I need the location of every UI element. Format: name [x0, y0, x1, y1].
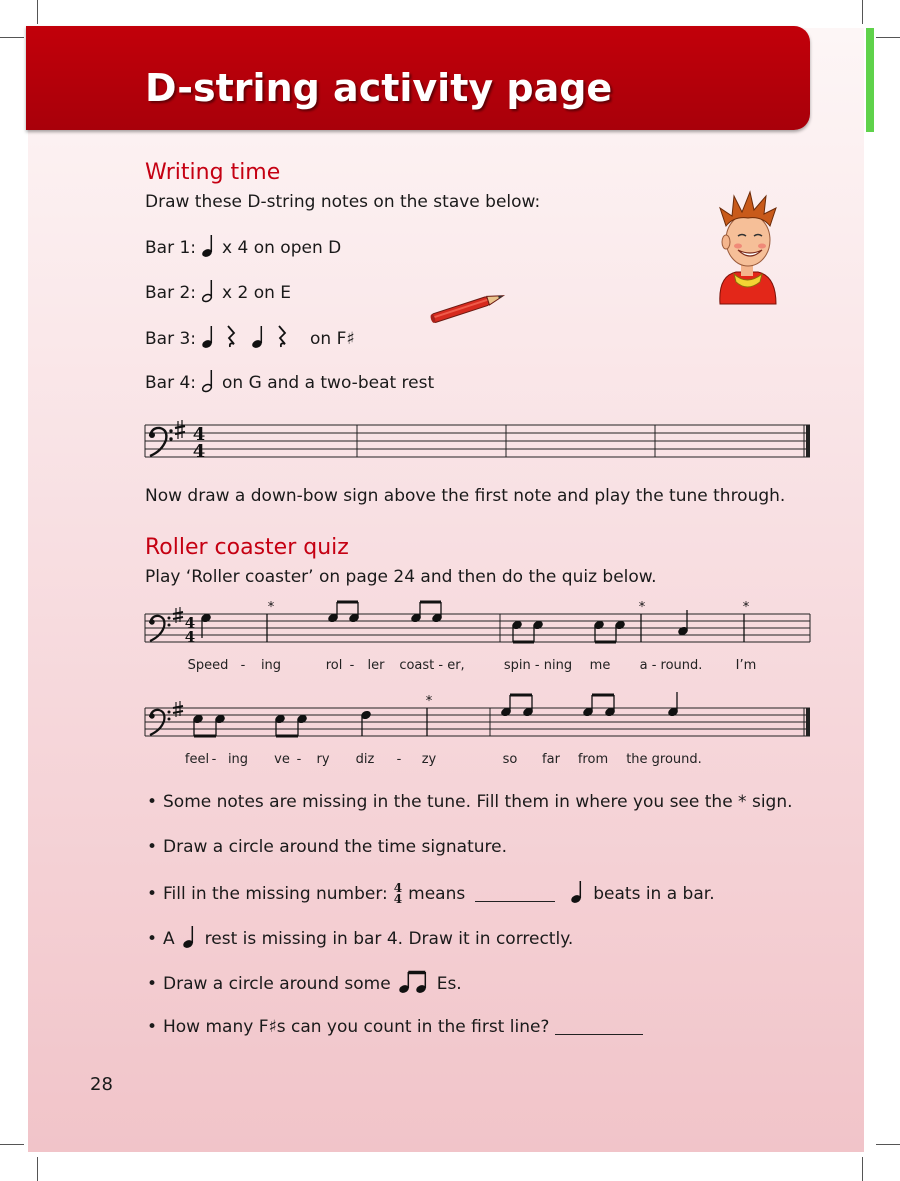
- page-title: D-string activity page: [145, 66, 613, 110]
- question-text: A: [163, 929, 175, 949]
- writing-stave: [140, 420, 815, 464]
- missing-note-star: *: [638, 600, 646, 615]
- missing-note-star: *: [267, 600, 275, 615]
- lyric-syllable: zy: [421, 752, 437, 767]
- bullet-dot: •: [147, 884, 158, 904]
- crotchet-icon: [183, 925, 197, 949]
- question-text: means: [408, 884, 466, 904]
- lyric-syllable: spin - ning: [503, 658, 573, 673]
- lyric-syllable: ve: [274, 752, 290, 767]
- bar2-instruction: [145, 281, 291, 305]
- question-text: Draw a circle around some: [163, 974, 391, 994]
- bar3-label: Bar 3:: [145, 329, 197, 349]
- bullet-dot: •: [147, 837, 158, 857]
- question-6: [147, 1017, 643, 1037]
- bar1-instruction: [145, 236, 341, 260]
- lyric-syllable: -: [396, 752, 402, 767]
- crop-mark: [37, 0, 38, 24]
- question-text: Some notes are missing in the tune. Fill them in where you see the * sign.: [163, 792, 793, 812]
- lyric-syllable: rol: [325, 658, 343, 673]
- crop-mark: [876, 37, 900, 38]
- missing-note-star: *: [742, 600, 750, 615]
- question-3: [147, 882, 715, 906]
- minim-icon: [202, 279, 216, 303]
- crop-mark: [876, 1144, 900, 1145]
- lyric-syllable: a - round.: [639, 658, 703, 673]
- bullet-dot: •: [147, 1017, 158, 1037]
- bar2-text: x 2 on E: [222, 283, 292, 303]
- lyric-syllable: so: [502, 752, 518, 767]
- missing-note-star: *: [425, 694, 433, 709]
- quiz-intro: Play ‘Roller coaster’ on page 24 and then do the quiz below.: [145, 567, 657, 587]
- lyric-syllable: -: [349, 658, 355, 673]
- tune-stave-line-1: [140, 598, 815, 678]
- time-signature-top: 4: [393, 881, 403, 895]
- lyric-syllable: feel: [184, 752, 210, 767]
- boy-illustration: [712, 186, 782, 304]
- quiz-heading: Roller coaster quiz: [145, 535, 349, 560]
- sharp-icon: [175, 420, 185, 439]
- time-signature-bottom: 4: [184, 628, 196, 646]
- lyric-syllable: from: [577, 752, 609, 767]
- crotchet-icon: [571, 880, 585, 904]
- lyric-syllable: diz: [355, 752, 375, 767]
- minim-icon: [202, 369, 216, 393]
- crotchet-icon: [202, 234, 216, 258]
- question-text: How many F♯s can you count in the first line?: [163, 1017, 550, 1037]
- time-signature-bottom: 4: [192, 441, 206, 462]
- bar1-label: Bar 1:: [145, 238, 197, 258]
- bar4-instruction: [145, 371, 434, 395]
- question-text: rest is missing in bar 4. Draw it in correctly.: [204, 929, 574, 949]
- lyric-syllable: far: [542, 752, 560, 767]
- question-4: [147, 927, 573, 951]
- lyric-syllable: -: [240, 658, 246, 673]
- question-5: [147, 972, 462, 996]
- time-signature-bottom: 4: [393, 892, 403, 906]
- lyric-syllable: me: [589, 658, 611, 673]
- lyric-syllable: -: [211, 752, 217, 767]
- question-1: [147, 792, 793, 812]
- answer-blank[interactable]: [555, 1020, 643, 1035]
- question-text: Es.: [436, 974, 462, 994]
- question-2: [147, 837, 507, 857]
- question-text: Draw a circle around the time signature.: [163, 837, 508, 857]
- bar4-text: on G and a two-beat rest: [222, 373, 435, 393]
- question-text: beats in a bar.: [593, 884, 715, 904]
- edge-tab: [866, 28, 874, 132]
- lyric-syllable: ing: [227, 752, 249, 767]
- lyric-syllable: ry: [316, 752, 330, 767]
- bass-clef-icon: [149, 428, 173, 456]
- bullet-dot: •: [147, 929, 158, 949]
- bullet-dot: •: [147, 974, 158, 994]
- bullet-dot: •: [147, 792, 158, 812]
- tune-stave-line-2: [140, 690, 815, 770]
- lyric-syllable: ing: [260, 658, 282, 673]
- answer-blank[interactable]: [475, 887, 555, 902]
- quaver-pair-icon: [399, 970, 429, 994]
- writing-intro: Draw these D-string notes on the stave below:: [145, 192, 541, 212]
- crop-mark: [0, 1144, 24, 1145]
- lyric-syllable: -: [296, 752, 302, 767]
- crotchet-rest-pattern-icon: [202, 324, 302, 350]
- bar4-label: Bar 4:: [145, 373, 197, 393]
- crop-mark: [862, 0, 863, 24]
- bar1-text: x 4 on open D: [222, 238, 342, 258]
- lyric-syllable: Speed: [187, 658, 229, 673]
- time-signature-inline: [394, 883, 402, 905]
- bar3-instruction: [145, 326, 355, 352]
- pencil-icon: [425, 290, 509, 324]
- question-text: Fill in the missing number:: [163, 884, 388, 904]
- down-bow-instruction: Now draw a down-bow sign above the first note and play the tune through.: [145, 486, 786, 506]
- lyric-syllable: ler: [367, 658, 385, 673]
- page-number: 28: [90, 1074, 113, 1095]
- crop-mark: [0, 37, 24, 38]
- time-signature-top: 4: [192, 424, 206, 445]
- crop-mark: [862, 1157, 863, 1181]
- lyric-syllable: I’m: [735, 658, 757, 673]
- lyric-syllable: coast - er,: [399, 658, 465, 673]
- crop-mark: [37, 1157, 38, 1181]
- bar3-text: on F♯: [310, 329, 355, 349]
- lyric-syllable: the ground.: [626, 752, 702, 767]
- bar2-label: Bar 2:: [145, 283, 197, 303]
- time-signature-top: 4: [184, 614, 196, 632]
- writing-heading: Writing time: [145, 160, 281, 185]
